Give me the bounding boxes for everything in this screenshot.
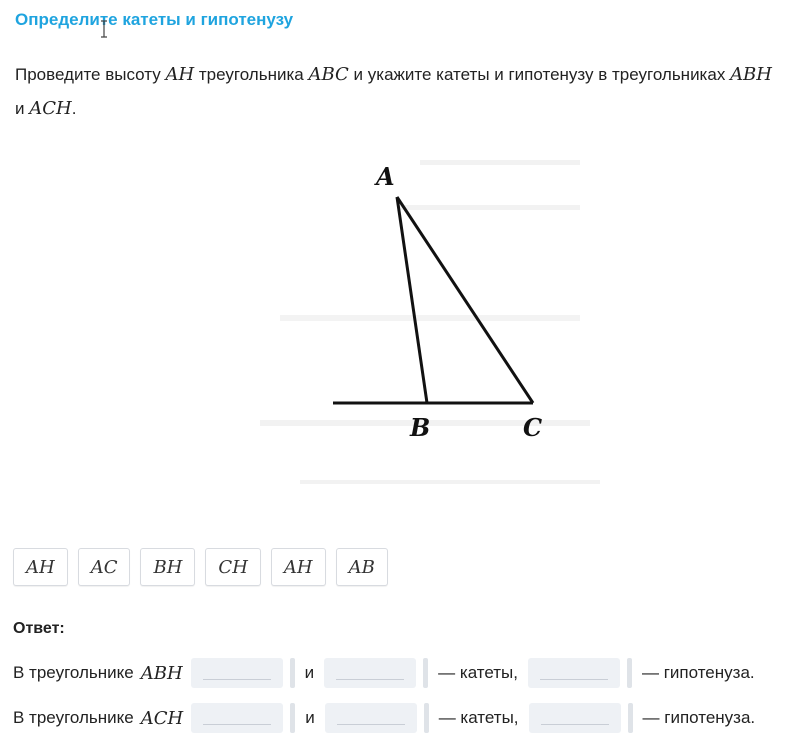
task-text-part: . [71,99,77,118]
task-text-part: треугольника [194,65,309,84]
option-chip[interactable]: AC [78,548,131,586]
row-hyp: — гипотенуза. [642,708,756,727]
drop-slot[interactable] [324,658,416,688]
answer-options [13,548,388,586]
drop-slot[interactable] [528,658,620,688]
row-triangle: ACH [140,707,184,729]
divider [627,658,632,688]
option-chip[interactable]: AB [336,548,388,586]
row-legs: — катеты, [438,663,518,682]
divider [424,703,429,733]
answer-row [13,702,755,734]
task-text-part: Проведите высоту [15,65,166,84]
task-text-part: и укажите катеты и гипотенузу в треугольниках [348,65,731,84]
side-ab [397,197,427,403]
drop-slot[interactable] [325,703,417,733]
drop-slot[interactable] [191,703,283,733]
text-cursor-icon [100,20,108,38]
divider [290,703,295,733]
divider [423,658,428,688]
math-abc: ABC [308,64,349,85]
row-and: и [304,663,315,682]
drop-slot[interactable] [529,703,621,733]
row-prefix: В треугольнике [13,663,134,682]
row-prefix: В треугольнике [13,708,134,727]
row-legs: — катеты, [438,708,519,727]
triangle-figure [250,125,610,500]
row-triangle: ABH [140,662,183,684]
option-chip[interactable]: AH [271,548,326,586]
side-ac [397,197,533,403]
vertex-label-c: C [523,413,543,442]
option-chip[interactable]: CH [205,548,260,586]
math-ah: AH [165,64,195,85]
math-abh: ABH [730,64,772,85]
option-chip[interactable]: BH [140,548,195,586]
answer-row [13,657,755,689]
math-ach: ACH [29,98,72,119]
task-text [15,58,807,126]
row-hyp: — гипотенуза. [642,663,755,682]
drop-slot[interactable] [191,658,283,688]
answer-label: Ответ: [13,620,65,637]
vertex-label-b: B [410,413,431,442]
divider [628,703,633,733]
row-and: и [305,708,315,727]
vertex-label-a: A [376,162,395,191]
option-chip[interactable]: AH [13,548,68,586]
divider [290,658,295,688]
page-title: Определите катеты и гипотенузу [15,10,294,29]
task-text-part: и [15,99,30,118]
